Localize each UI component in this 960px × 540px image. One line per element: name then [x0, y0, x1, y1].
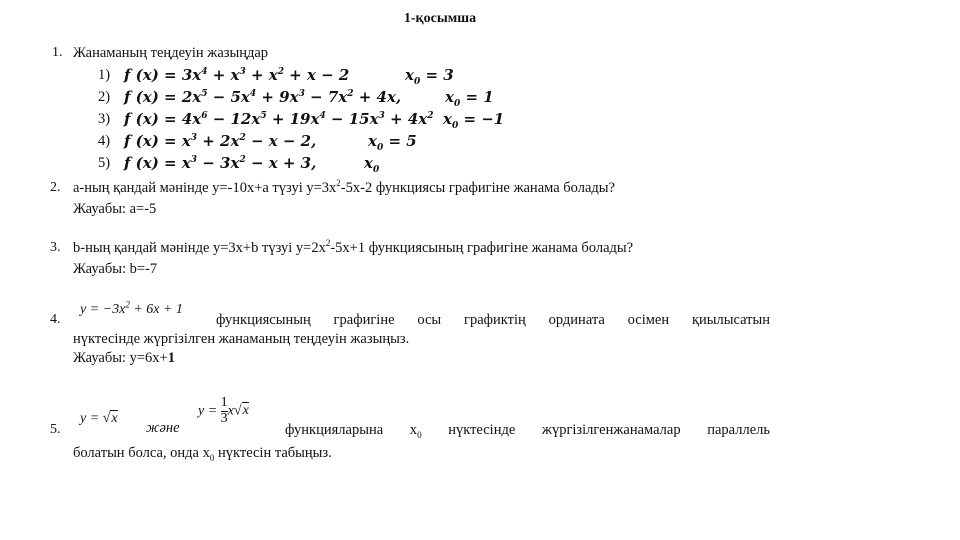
- formula-exponent: 3: [190, 155, 198, 165]
- formula-exponent: 3: [378, 111, 385, 121]
- question-5-formula-2-x: x: [227, 403, 234, 419]
- question-1-number: 1.: [52, 45, 63, 60]
- question-3-text-b: -5х+1 функциясының графигіне жанама болады?: [330, 240, 634, 256]
- question-5-line-1-b: нүктесінде жүргізілгенжанамалар параллель: [421, 422, 771, 438]
- question-5-line-1-sub: 0: [417, 429, 422, 440]
- x0-subscript: 0: [413, 77, 421, 87]
- formula-lhs: f (x) =: [124, 88, 182, 106]
- formula-term: + x: [245, 66, 278, 84]
- question-3-number: 3.: [50, 240, 61, 255]
- formula-exponent: 6: [201, 111, 208, 121]
- question-5-and: және: [146, 420, 180, 436]
- x0-variable: x: [445, 88, 454, 106]
- question-3-answer: Жауабы: b=-7: [73, 261, 158, 277]
- question-2-number: 2.: [50, 180, 61, 195]
- x0-subscript: 0: [453, 99, 461, 109]
- formula-term: + 19x: [266, 110, 320, 128]
- x0-variable: x: [405, 66, 414, 84]
- question-1-item-x0: [443, 110, 505, 131]
- question-5-number: 5.: [50, 422, 61, 437]
- question-1-item-number: 5): [98, 155, 111, 171]
- question-1-item-x0: [364, 154, 380, 175]
- question-2-text-b: -5х-2 функциясы графигіне жанама болады?: [340, 180, 615, 196]
- question-4-formula: [80, 299, 183, 318]
- question-5-line-1-a: функцияларына х: [285, 422, 418, 438]
- question-1-item-formula: [124, 154, 316, 172]
- question-1-item-number: 2): [98, 89, 111, 105]
- x0-subscript: 0: [451, 121, 459, 131]
- x0-value: = 3: [420, 66, 454, 84]
- question-4-line-1: функциясының графигіне осы графиктің ордината осімен қиылысатын: [216, 312, 770, 328]
- question-3-sup: 2: [325, 238, 331, 249]
- question-5-formula-1: [80, 410, 118, 427]
- question-2-text-a: а-ның қандай мәнінде у=-10х+а түзуі у=3х: [73, 180, 337, 196]
- question-1-item-number: 3): [98, 111, 111, 127]
- formula-exponent: 4: [319, 111, 326, 121]
- sqrt-sign-icon: √: [102, 411, 111, 426]
- formula-lhs: f (x) =: [124, 154, 182, 172]
- question-3-text-a: b-ның қандай мәнінде у=3х+b түзуі у=2х: [73, 240, 326, 256]
- question-4-answer: [73, 350, 175, 367]
- question-1-item-formula: [124, 132, 316, 150]
- formula-exponent: 2: [347, 89, 354, 99]
- question-2-sup: 2: [336, 178, 341, 189]
- question-1-item-x0: [405, 66, 454, 87]
- question-1-item-x0: [445, 88, 494, 109]
- question-4-formula-b: + 6x + 1: [129, 302, 183, 317]
- x0-subscript: 0: [372, 165, 380, 175]
- question-4-number: 4.: [50, 312, 61, 327]
- formula-exponent: 4: [201, 67, 208, 77]
- question-1-item-formula: [124, 66, 349, 84]
- x0-variable: x: [443, 110, 452, 128]
- x0-variable: x: [364, 154, 373, 172]
- formula-exponent: 5: [201, 89, 208, 99]
- x0-value: = 1: [460, 88, 494, 106]
- question-1-item-number: 1): [98, 67, 111, 83]
- formula-term: − 15x: [325, 110, 379, 128]
- page-title: 1-қосымша: [403, 11, 477, 26]
- formula-exponent: 4: [249, 89, 257, 99]
- formula-term: x: [181, 154, 191, 172]
- fraction-denominator: 3: [220, 410, 228, 426]
- question-4-line-2: нүктесінде жүргізілген жанаманың теңдеуін жазыңыз.: [73, 331, 410, 347]
- question-5-formula-1-lhs: y =: [80, 411, 103, 426]
- formula-term: + 2x: [197, 132, 240, 150]
- formula-term: − x + 3,: [245, 154, 317, 172]
- formula-term: − 12x: [207, 110, 261, 128]
- question-5-line-1: [285, 422, 770, 439]
- formula-term: − 7x: [304, 88, 348, 106]
- formula-term: + 4x,: [353, 88, 402, 106]
- x0-subscript: 0: [376, 143, 384, 153]
- formula-term: − x − 2,: [245, 132, 317, 150]
- formula-exponent: 2: [427, 111, 434, 121]
- question-4-answer-b: 1: [167, 350, 175, 366]
- sqrt-sign-icon: √: [233, 403, 242, 419]
- formula-term: x: [181, 132, 191, 150]
- fraction-numerator: 1: [220, 395, 228, 410]
- formula-term: + 9x: [256, 88, 299, 106]
- formula-lhs: f (x) =: [124, 110, 182, 128]
- formula-exponent: 2: [277, 67, 284, 77]
- question-1-item-number: 4): [98, 133, 111, 149]
- formula-term: + x: [207, 66, 240, 84]
- formula-term: 2x: [181, 88, 202, 106]
- x0-variable: x: [368, 132, 377, 150]
- formula-term: + x − 2: [283, 66, 350, 84]
- question-5-formula-2-radicand: x: [242, 403, 249, 419]
- formula-exponent: 2: [239, 155, 246, 165]
- question-4-answer-a: Жауабы: у=6х+: [73, 350, 168, 366]
- formula-term: − 3x: [197, 154, 240, 172]
- formula-term: + 4x: [384, 110, 428, 128]
- question-2-text: [73, 180, 615, 197]
- formula-term: 4x: [181, 110, 202, 128]
- question-3-text: [73, 240, 633, 257]
- question-5-fraction: [221, 396, 228, 426]
- question-5-line-2-sub: 0: [209, 452, 215, 463]
- question-5-formula-2-lhs: y =: [198, 403, 221, 419]
- formula-lhs: f (x) =: [124, 66, 182, 84]
- formula-term: − 5x: [207, 88, 250, 106]
- formula-exponent: 5: [260, 111, 267, 121]
- x0-value: = 5: [383, 132, 417, 150]
- formula-exponent: 3: [298, 89, 305, 99]
- question-1-item-formula: [124, 88, 401, 106]
- question-4-formula-sup: 2: [125, 299, 130, 310]
- formula-exponent: 3: [190, 133, 198, 143]
- formula-exponent: 2: [239, 133, 246, 143]
- formula-exponent: 3: [239, 67, 246, 77]
- question-1-text: Жанаманың теңдеуін жазыңдар: [73, 45, 269, 61]
- formula-term: 3x: [181, 66, 202, 84]
- question-1-item-x0: [368, 132, 417, 153]
- question-5-line-2: [73, 445, 332, 462]
- question-5-line-2-b: нүктесін табыңыз.: [214, 445, 332, 461]
- question-5-formula-2: [198, 396, 249, 426]
- question-5-formula-1-radicand: x: [111, 411, 118, 426]
- question-4-formula-a: y = −3x: [80, 302, 126, 317]
- formula-lhs: f (x) =: [124, 132, 182, 150]
- question-1-item-formula: [124, 110, 433, 128]
- question-5-line-2-a: болатын болса, онда х: [73, 445, 210, 461]
- x0-value: = −1: [458, 110, 505, 128]
- question-2-answer: Жауабы: а=-5: [73, 201, 157, 217]
